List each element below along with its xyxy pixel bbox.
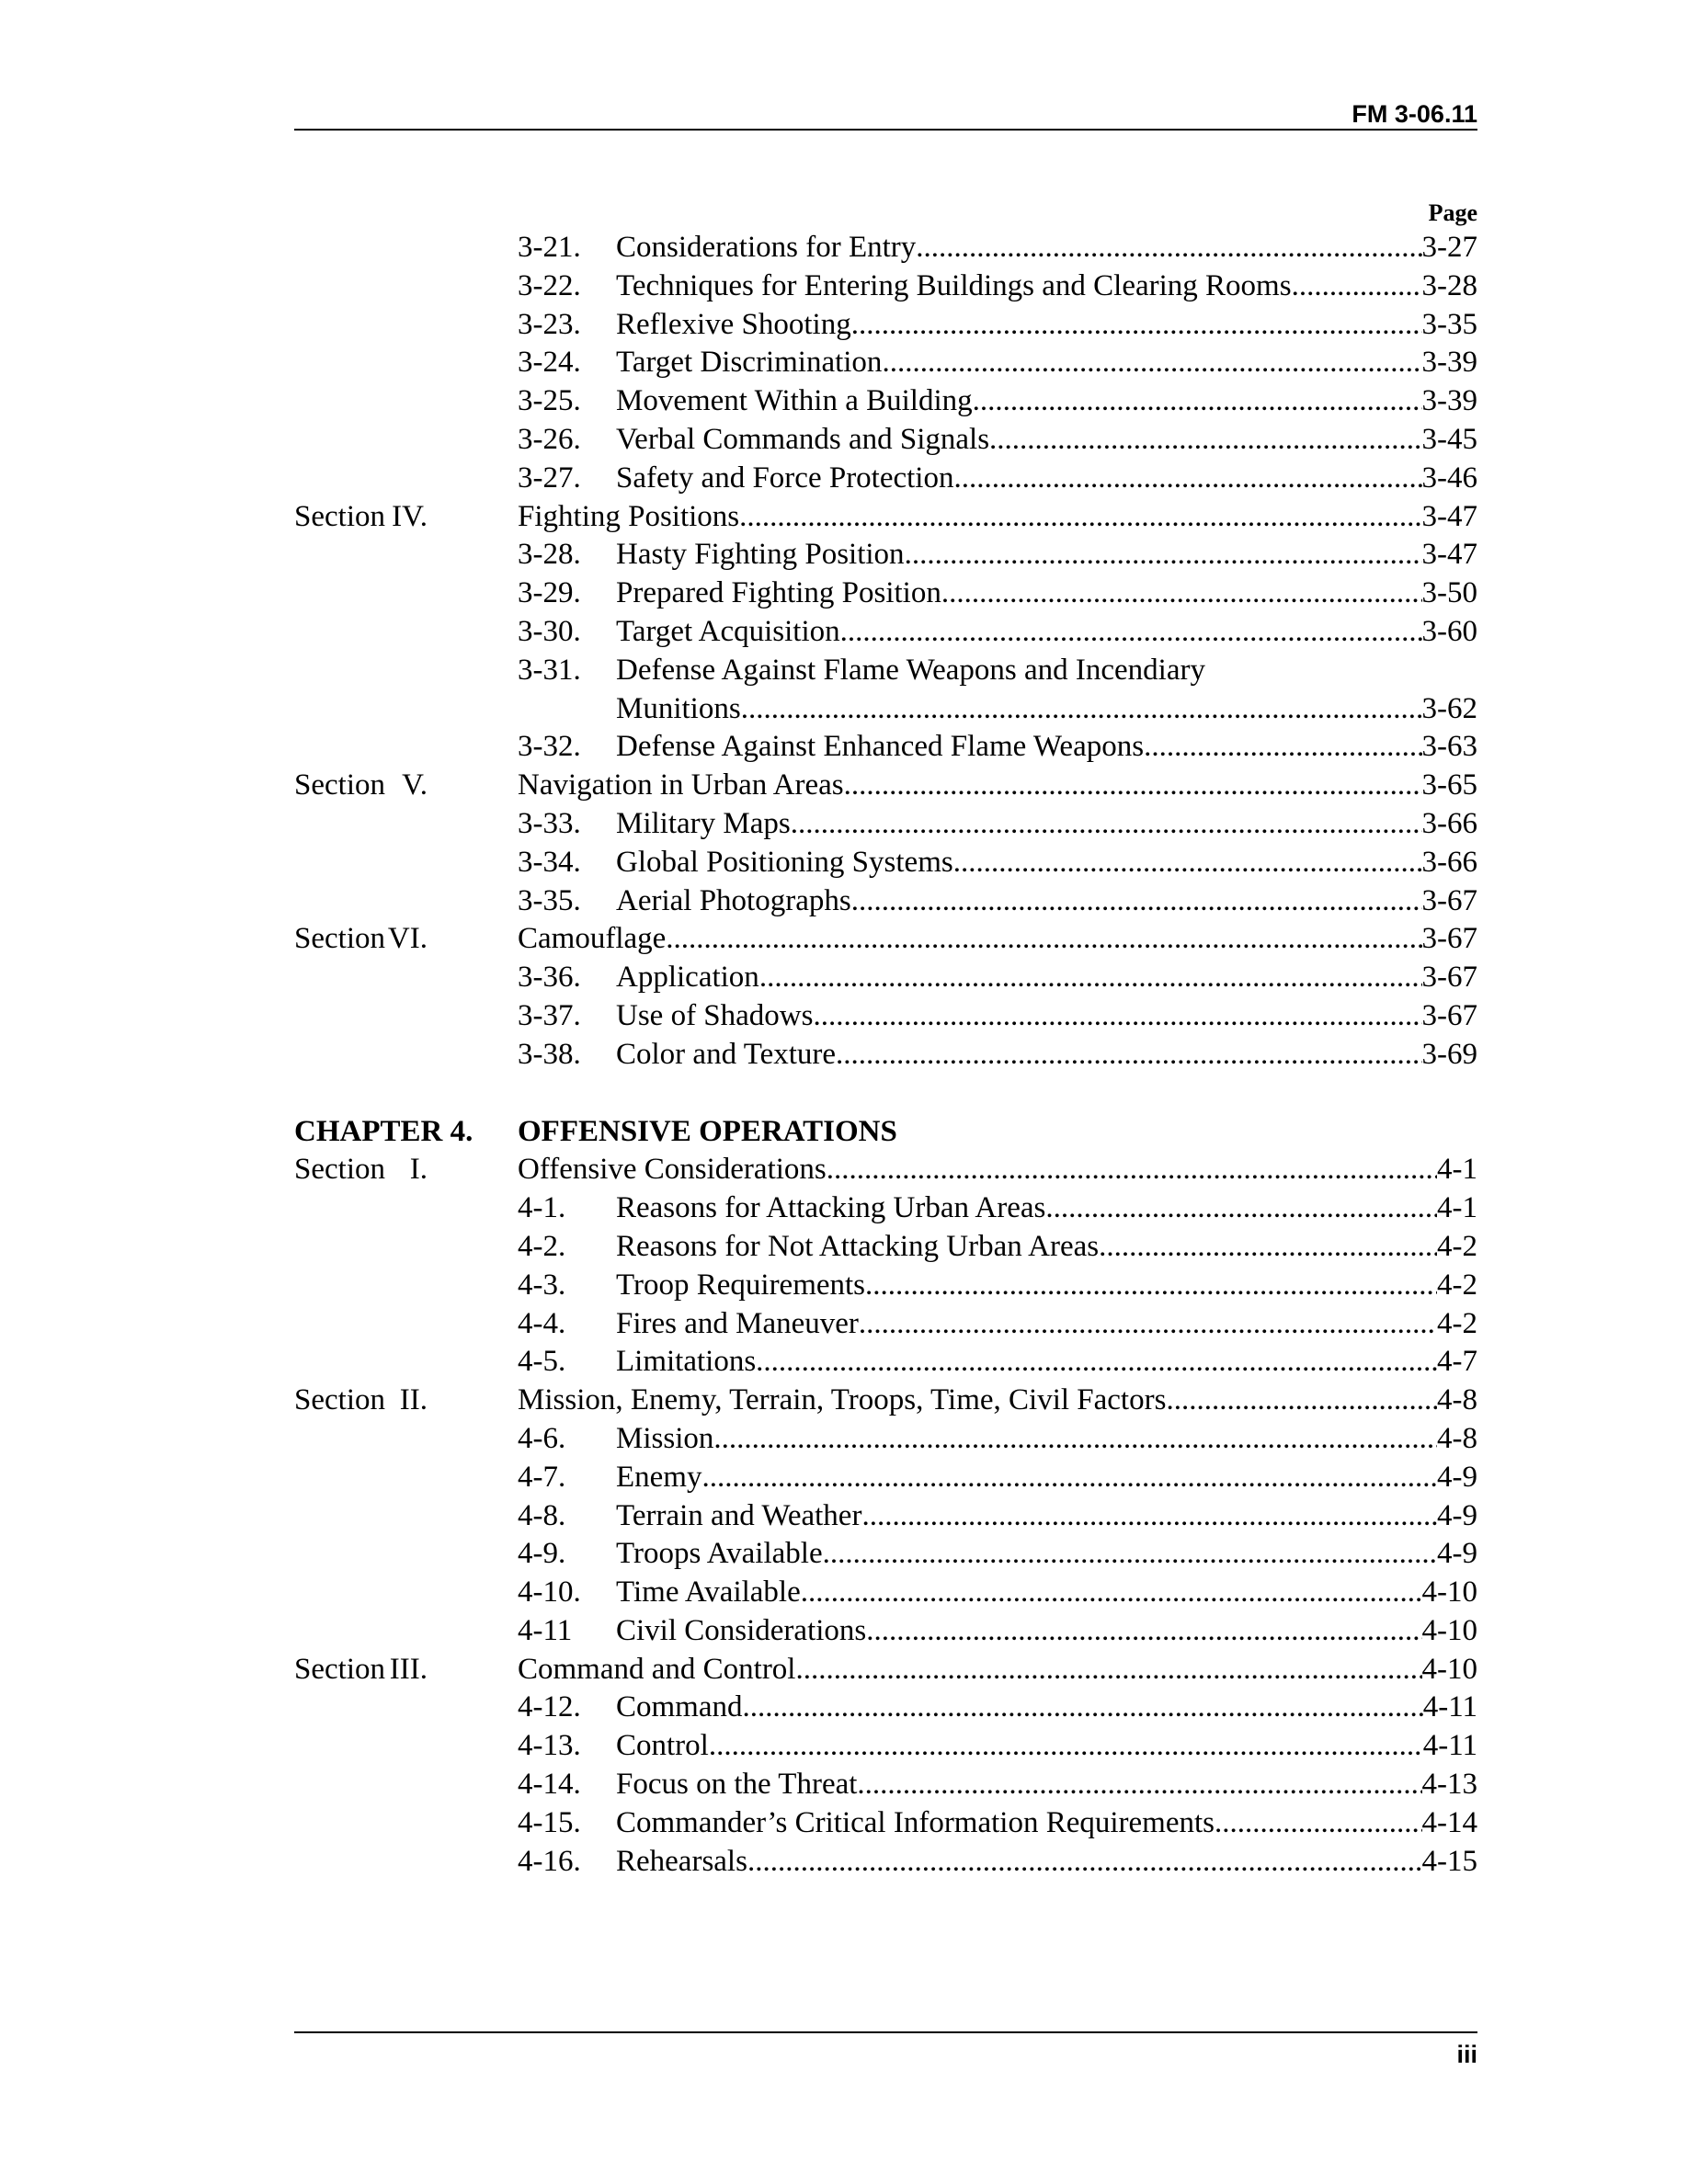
toc-entry-row[interactable] xyxy=(294,1497,1477,1536)
page-ref: 3-47 xyxy=(1421,499,1477,533)
toc-entry-row[interactable] xyxy=(294,1843,1477,1882)
paragraph-number: 4-3. xyxy=(518,1268,566,1302)
paragraph-number: 4-9. xyxy=(518,1537,566,1571)
entry-title: Troops Available xyxy=(616,1537,823,1571)
spacer xyxy=(294,1075,1477,1113)
dot-leader xyxy=(741,690,1422,729)
entry-title-continuation xyxy=(616,690,1477,729)
entry-title: Rehearsals xyxy=(616,1844,747,1878)
entry-title: Global Positioning Systems xyxy=(616,845,953,879)
paragraph-number: 3-24. xyxy=(518,346,581,380)
section-numeral: VI. xyxy=(387,922,428,956)
entry-title-line xyxy=(616,1574,1477,1612)
paragraph-number: 4-10. xyxy=(518,1575,581,1610)
dot-leader xyxy=(747,1843,1422,1882)
paragraph-number: 3-33. xyxy=(518,806,581,840)
entry-title-line xyxy=(616,574,1477,613)
page-ref: 3-63 xyxy=(1421,730,1477,764)
dot-leader xyxy=(813,997,1421,1036)
page-ref: 3-27 xyxy=(1421,231,1477,264)
entry-title: Munitions xyxy=(616,691,741,725)
section-label: Section xyxy=(294,1383,385,1417)
section-title: Mission, Enemy, Terrain, Troops, Time, Civil Factors xyxy=(518,1383,1167,1417)
running-footer xyxy=(294,2031,1477,2070)
section-numeral: III. xyxy=(389,1652,428,1686)
paragraph-number: 4-15. xyxy=(518,1805,581,1839)
paragraph-number: 3-38. xyxy=(518,1037,581,1071)
page-ref: 4-9 xyxy=(1437,1537,1477,1571)
toc-entry-row[interactable] xyxy=(294,267,1477,306)
toc-entry-row[interactable] xyxy=(294,959,1477,997)
toc-section-row[interactable] xyxy=(294,1382,1477,1420)
toc-entry-row[interactable] xyxy=(294,690,1477,729)
dot-leader xyxy=(801,1574,1422,1612)
entry-title: Troop Requirements xyxy=(616,1268,866,1302)
table-of-contents xyxy=(294,229,1477,1881)
toc-entry-row[interactable] xyxy=(294,1343,1477,1382)
toc-entry-row[interactable] xyxy=(294,1727,1477,1766)
section-title: Camouflage xyxy=(518,922,667,956)
dot-leader xyxy=(866,1612,1421,1651)
entry-title-line xyxy=(616,306,1477,345)
dot-leader xyxy=(1099,1228,1437,1267)
page-ref: 3-67 xyxy=(1421,961,1477,995)
dot-leader xyxy=(756,1343,1437,1382)
dot-leader xyxy=(1166,1382,1437,1420)
toc-entry-row[interactable] xyxy=(294,536,1477,574)
entry-title-line xyxy=(616,1804,1477,1843)
entry-title-line xyxy=(616,1727,1477,1766)
paragraph-number: 4-7. xyxy=(518,1460,566,1494)
entry-title: Commander’s Critical Information Requirements xyxy=(616,1805,1215,1839)
toc-entry-row[interactable] xyxy=(294,306,1477,345)
entry-title-line xyxy=(616,882,1477,921)
page-column-label: Page xyxy=(1428,199,1477,226)
toc-entry-row[interactable] xyxy=(294,805,1477,844)
paragraph-number: 3-29. xyxy=(518,576,581,610)
entry-title: Reasons for Attacking Urban Areas xyxy=(616,1191,1046,1225)
page-ref: 3-46 xyxy=(1421,461,1477,495)
toc-entry-row[interactable] xyxy=(294,229,1477,267)
page-ref: 3-28 xyxy=(1421,268,1477,302)
entry-title: Focus on the Threat xyxy=(616,1768,858,1802)
toc-entry-row[interactable] xyxy=(294,1305,1477,1344)
dot-leader xyxy=(953,460,1421,498)
dot-leader xyxy=(861,1497,1437,1536)
paragraph-number: 3-35. xyxy=(518,883,581,917)
running-header xyxy=(294,99,1477,131)
entry-title: Hasty Fighting Position xyxy=(616,538,905,572)
entry-title-line xyxy=(616,1766,1477,1804)
section-title-line xyxy=(518,1151,1477,1189)
entry-title-line xyxy=(616,1036,1477,1075)
dot-leader xyxy=(1144,728,1421,767)
entry-title: Application xyxy=(616,961,759,995)
page-ref: 3-39 xyxy=(1421,346,1477,380)
page-ref: 3-67 xyxy=(1421,998,1477,1032)
dot-leader xyxy=(827,1151,1437,1189)
entry-title-line xyxy=(616,1189,1477,1228)
page-ref: 4-11 xyxy=(1422,1690,1477,1724)
section-title-line xyxy=(518,498,1477,537)
entry-title: Prepared Fighting Position xyxy=(616,576,941,610)
paragraph-number: 3-26. xyxy=(518,422,581,456)
entry-title-line xyxy=(616,1343,1477,1382)
paragraph-number: 3-34. xyxy=(518,845,581,879)
page-ref: 3-60 xyxy=(1421,614,1477,648)
toc-section-row[interactable] xyxy=(294,1651,1477,1689)
page-ref: 3-47 xyxy=(1421,538,1477,572)
dot-leader xyxy=(851,882,1422,921)
page-ref: 3-66 xyxy=(1421,845,1477,879)
page-ref: 3-39 xyxy=(1421,384,1477,418)
entry-title-line xyxy=(616,1459,1477,1497)
paragraph-number: 3-36. xyxy=(518,961,581,995)
dot-leader xyxy=(795,1651,1421,1689)
paragraph-number: 3-30. xyxy=(518,614,581,648)
page-ref: 3-62 xyxy=(1421,691,1477,725)
toc-entry-row[interactable] xyxy=(294,382,1477,421)
section-numeral: II. xyxy=(399,1383,428,1417)
entry-title: Target Acquisition xyxy=(616,614,840,648)
entry-title: Reasons for Not Attacking Urban Areas xyxy=(616,1229,1100,1263)
entry-title-line xyxy=(616,1689,1477,1727)
toc-section-row[interactable] xyxy=(294,1151,1477,1189)
page-ref: 4-10 xyxy=(1421,1575,1477,1610)
entry-title-line xyxy=(616,536,1477,574)
section-title-line xyxy=(518,767,1477,805)
dot-leader xyxy=(989,421,1421,460)
page-ref: 3-66 xyxy=(1421,806,1477,840)
page-ref: 3-69 xyxy=(1421,1037,1477,1071)
paragraph-number: 4-1. xyxy=(518,1191,566,1225)
entry-title: Aerial Photographs xyxy=(616,883,851,917)
paragraph-number: 4-11 xyxy=(518,1613,573,1647)
page-ref: 4-7 xyxy=(1437,1345,1477,1379)
toc-entry-row[interactable] xyxy=(294,1612,1477,1651)
page-ref: 4-13 xyxy=(1421,1768,1477,1802)
page-ref: 4-9 xyxy=(1437,1460,1477,1494)
entry-title: Safety and Force Protection xyxy=(616,461,954,495)
entry-title-line xyxy=(616,1497,1477,1536)
dot-leader xyxy=(666,920,1421,959)
entry-title: Verbal Commands and Signals xyxy=(616,422,990,456)
dot-leader xyxy=(882,344,1421,382)
paragraph-number: 4-6. xyxy=(518,1421,566,1455)
dot-leader xyxy=(1215,1804,1422,1843)
dot-leader xyxy=(709,1727,1423,1766)
page-ref: 3-45 xyxy=(1421,422,1477,456)
paragraph-number: 3-28. xyxy=(518,538,581,572)
entry-title: Defense Against Flame Weapons and Incendiary xyxy=(616,653,1205,687)
dot-leader xyxy=(953,844,1422,882)
page-ref: 4-8 xyxy=(1437,1421,1477,1455)
page-ref: 4-2 xyxy=(1437,1268,1477,1302)
entry-title: Defense Against Enhanced Flame Weapons xyxy=(616,730,1145,764)
chapter-label: CHAPTER 4. xyxy=(294,1114,473,1148)
page-ref: 4-11 xyxy=(1422,1729,1477,1763)
entry-title-line xyxy=(616,1228,1477,1267)
section-label: Section xyxy=(294,499,385,533)
entry-title: Military Maps xyxy=(616,806,791,840)
paragraph-number: 4-16. xyxy=(518,1844,581,1878)
toc-entry-row[interactable] xyxy=(294,1267,1477,1305)
paragraph-number: 4-8. xyxy=(518,1498,566,1532)
toc-section-row[interactable] xyxy=(294,767,1477,805)
toc-entry-row[interactable] xyxy=(294,882,1477,921)
dot-leader xyxy=(916,229,1421,267)
paragraph-number: 3-32. xyxy=(518,730,581,764)
dot-leader xyxy=(759,959,1422,997)
section-numeral: IV. xyxy=(392,499,428,533)
dot-leader xyxy=(865,1267,1437,1305)
toc-entry-row[interactable] xyxy=(294,1574,1477,1612)
toc-entry-row[interactable] xyxy=(294,574,1477,613)
section-title-line xyxy=(518,920,1477,959)
paragraph-number: 4-4. xyxy=(518,1306,566,1340)
page-ref: 3-50 xyxy=(1421,576,1477,610)
toc-entry-row[interactable] xyxy=(294,613,1477,652)
dot-leader xyxy=(840,613,1422,652)
section-label: Section xyxy=(294,768,385,802)
toc-chapter-row[interactable] xyxy=(294,1113,1477,1152)
section-title: Fighting Positions xyxy=(518,499,740,533)
dot-leader xyxy=(851,306,1422,345)
dot-leader xyxy=(791,805,1422,844)
toc-entry-row[interactable] xyxy=(294,1420,1477,1459)
toc-entry-row[interactable] xyxy=(294,1689,1477,1727)
page-ref: 4-2 xyxy=(1437,1306,1477,1340)
paragraph-number: 3-22. xyxy=(518,268,581,302)
entry-title-line xyxy=(616,728,1477,767)
dot-leader xyxy=(857,1766,1421,1804)
entry-title-line xyxy=(616,460,1477,498)
document-id: FM 3-06.11 xyxy=(1352,100,1477,128)
dot-leader xyxy=(859,1305,1437,1344)
toc-section-row[interactable] xyxy=(294,920,1477,959)
paragraph-number: 3-25. xyxy=(518,384,581,418)
section-title: Command and Control xyxy=(518,1652,796,1686)
toc-entry-row[interactable] xyxy=(294,460,1477,498)
dot-leader xyxy=(941,574,1422,613)
toc-entry-row[interactable] xyxy=(294,1804,1477,1843)
entry-title: Fires and Maneuver xyxy=(616,1306,859,1340)
entry-title-line xyxy=(616,805,1477,844)
entry-title-line xyxy=(616,1612,1477,1651)
page-ref: 4-1 xyxy=(1437,1191,1477,1225)
entry-title: Civil Considerations xyxy=(616,1613,867,1647)
paragraph-number: 3-23. xyxy=(518,307,581,341)
dot-leader xyxy=(743,1689,1423,1727)
entry-title: Terrain and Weather xyxy=(616,1498,862,1532)
paragraph-number: 3-21. xyxy=(518,231,581,264)
toc-entry-row[interactable] xyxy=(294,652,1477,690)
page-ref: 3-35 xyxy=(1421,307,1477,341)
paragraph-number: 4-12. xyxy=(518,1690,581,1724)
dot-leader xyxy=(905,536,1422,574)
section-title-line xyxy=(518,1651,1477,1689)
page-ref: 4-8 xyxy=(1437,1383,1477,1417)
entry-title-line xyxy=(616,844,1477,882)
chapter-title: OFFENSIVE OPERATIONS xyxy=(518,1114,897,1148)
paragraph-number: 4-13. xyxy=(518,1729,581,1763)
entry-title: Time Available xyxy=(616,1575,801,1610)
entry-title: Color and Texture xyxy=(616,1037,837,1071)
page-ref: 4-2 xyxy=(1437,1229,1477,1263)
section-title: Offensive Considerations xyxy=(518,1153,827,1187)
page-ref: 4-9 xyxy=(1437,1498,1477,1532)
toc-entry-row[interactable] xyxy=(294,844,1477,882)
paragraph-number: 3-27. xyxy=(518,461,581,495)
section-numeral: V. xyxy=(402,768,428,802)
section-title: Navigation in Urban Areas xyxy=(518,768,844,802)
paragraph-number: 4-5. xyxy=(518,1345,566,1379)
dot-leader xyxy=(836,1036,1421,1075)
page-ref: 3-65 xyxy=(1421,768,1477,802)
entry-title: Enemy xyxy=(616,1460,702,1494)
toc-entry-row[interactable] xyxy=(294,997,1477,1036)
page-ref: 3-67 xyxy=(1421,883,1477,917)
entry-title: Use of Shadows xyxy=(616,998,814,1032)
toc-entry-row[interactable] xyxy=(294,1535,1477,1574)
toc-section-row[interactable] xyxy=(294,498,1477,537)
entry-title-line xyxy=(616,1267,1477,1305)
entry-title-line xyxy=(616,959,1477,997)
entry-title: Movement Within a Building xyxy=(616,384,973,418)
entry-title-line xyxy=(616,421,1477,460)
page-ref: 4-14 xyxy=(1421,1805,1477,1839)
entry-title-line xyxy=(616,229,1477,267)
paragraph-number: 4-2. xyxy=(518,1229,566,1263)
page-number: iii xyxy=(1456,2041,1477,2068)
dot-leader xyxy=(713,1420,1437,1459)
entry-title: Techniques for Entering Buildings and Clearing Rooms xyxy=(616,268,1292,302)
page-ref: 4-1 xyxy=(1437,1153,1477,1187)
dot-leader xyxy=(823,1535,1437,1574)
entry-title: Command xyxy=(616,1690,743,1724)
page-ref: 4-15 xyxy=(1421,1844,1477,1878)
section-title-line xyxy=(518,1382,1477,1420)
toc-entry-row[interactable] xyxy=(294,1459,1477,1497)
entry-title-line xyxy=(616,997,1477,1036)
page-ref: 3-67 xyxy=(1421,922,1477,956)
dot-leader xyxy=(973,382,1422,421)
entry-title-line xyxy=(616,267,1477,306)
toc-entry-row[interactable] xyxy=(294,1189,1477,1228)
entry-title-line xyxy=(616,1420,1477,1459)
page-ref: 4-10 xyxy=(1421,1652,1477,1686)
entry-title-line xyxy=(616,344,1477,382)
toc-entry-row[interactable] xyxy=(294,728,1477,767)
paragraph-number: 4-14. xyxy=(518,1768,581,1802)
section-label: Section xyxy=(294,1153,385,1187)
entry-title: Reflexive Shooting xyxy=(616,307,851,341)
toc-entry-row[interactable] xyxy=(294,1228,1477,1267)
paragraph-number: 3-37. xyxy=(518,998,581,1032)
entry-title: Target Discrimination xyxy=(616,346,883,380)
section-label: Section xyxy=(294,1652,385,1686)
toc-entry-row[interactable] xyxy=(294,1036,1477,1075)
entry-title-line xyxy=(616,613,1477,652)
entry-title-line xyxy=(616,1305,1477,1344)
entry-title-line xyxy=(616,1535,1477,1574)
section-numeral: I. xyxy=(409,1153,428,1187)
toc-entry-row[interactable] xyxy=(294,421,1477,460)
entry-title-line xyxy=(616,1843,1477,1882)
toc-entry-row[interactable] xyxy=(294,344,1477,382)
dot-leader xyxy=(701,1459,1437,1497)
dot-leader xyxy=(1292,267,1422,306)
section-label: Section xyxy=(294,922,385,956)
entry-title: Control xyxy=(616,1729,709,1763)
toc-entry-row[interactable] xyxy=(294,1766,1477,1804)
entry-title: Considerations for Entry xyxy=(616,231,917,264)
paragraph-number: 3-31. xyxy=(518,653,581,687)
dot-leader xyxy=(739,498,1421,537)
entry-title-line xyxy=(616,382,1477,421)
dot-leader xyxy=(1045,1189,1437,1228)
page-ref: 4-10 xyxy=(1421,1613,1477,1647)
entry-title: Mission xyxy=(616,1421,714,1455)
entry-title: Limitations xyxy=(616,1345,757,1379)
dot-leader xyxy=(844,767,1422,805)
